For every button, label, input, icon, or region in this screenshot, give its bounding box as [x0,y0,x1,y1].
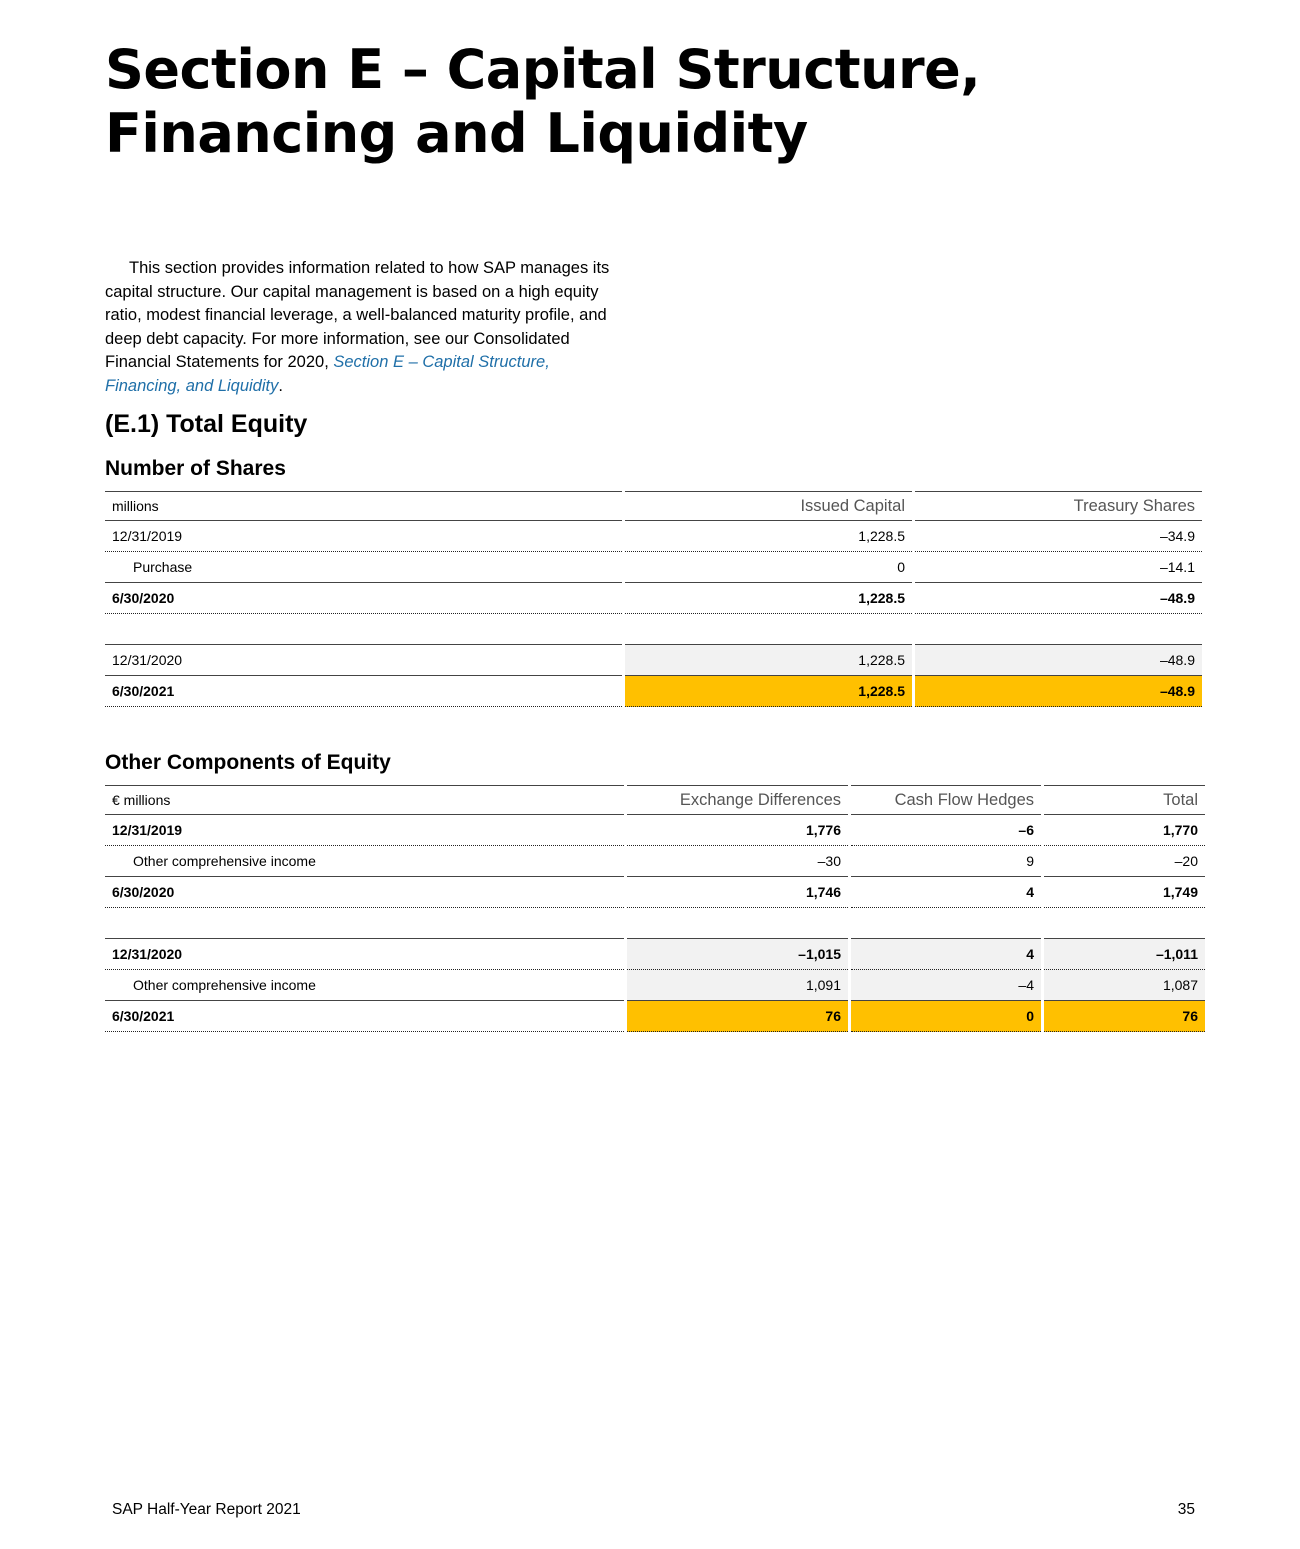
cell-value: 0 [625,552,912,583]
cell-value: 1,228.5 [625,676,912,707]
cell-value: –48.9 [915,645,1202,676]
column-header: Exchange Differences [627,785,848,815]
cell-value: –14.1 [915,552,1202,583]
footer-report-name: SAP Half-Year Report 2021 [112,1501,301,1518]
spacer-row [105,614,1202,645]
column-header: Treasury Shares [915,491,1202,521]
cell-value: 1,228.5 [625,645,912,676]
row-label: 6/30/2021 [105,1001,624,1032]
table-row [105,939,1205,970]
row-label: Purchase [105,552,622,583]
table-row [105,1001,1205,1032]
shares-table-heading: Number of Shares [105,457,286,480]
title-line-1: Section E – Capital Structure, [105,38,981,101]
row-label: 6/30/2020 [105,877,624,908]
table-row [105,645,1202,676]
cell-value: –48.9 [915,676,1202,707]
cell-value: –34.9 [915,521,1202,552]
row-label: Other comprehensive income [105,970,624,1001]
cell-value: 1,228.5 [625,521,912,552]
table-row [105,815,1205,846]
row-label: 6/30/2021 [105,676,622,707]
table-row [105,846,1205,877]
table-row [105,877,1205,908]
row-label: 6/30/2020 [105,583,622,614]
intro-end: . [278,376,283,395]
cell-value: –20 [1044,846,1205,877]
equity-table-heading: Other Components of Equity [105,751,391,774]
column-header: Cash Flow Hedges [851,785,1041,815]
cell-value: 76 [1044,1001,1205,1032]
cell-value: 1,776 [627,815,848,846]
shares-table [102,491,1205,707]
row-label: 12/31/2020 [105,645,622,676]
cell-value: –30 [627,846,848,877]
row-label: 12/31/2019 [105,815,624,846]
equity-header-row [105,785,1205,815]
shares-unit: millions [105,491,622,521]
equity-table [102,785,1208,1032]
row-label: 12/31/2020 [105,939,624,970]
cell-value: 4 [851,939,1041,970]
cell-value: 4 [851,877,1041,908]
column-header: Issued Capital [625,491,912,521]
intro-paragraph [105,257,625,398]
intro-text: This section provides information related to how SAP manages its capital structure. Our capital management is based on a high equity ratio, modest financial leverage, a well-balanced maturity profile, and deep debt capacity. For more information, see our Consolidated Financial Statements for 2020, [105,259,610,371]
section-heading: (E.1) Total Equity [105,410,308,438]
table-row [105,552,1202,583]
column-header: Total [1044,785,1205,815]
cell-value: 9 [851,846,1041,877]
footer-page-number: 35 [1177,1501,1195,1518]
cell-value: –6 [851,815,1041,846]
cell-value: 1,770 [1044,815,1205,846]
cell-value: 1,746 [627,877,848,908]
table-row [105,676,1202,707]
title-line-2: Financing and Liquidity [105,102,808,165]
cell-value: 1,087 [1044,970,1205,1001]
spacer-row [105,908,1205,939]
cell-value: 0 [851,1001,1041,1032]
section-e-link[interactable]: Section E – Capital Structure, Financing, and Liquidity [105,353,550,395]
cell-value: –48.9 [915,583,1202,614]
cell-value: 76 [627,1001,848,1032]
row-label: 12/31/2019 [105,521,622,552]
cell-value: 1,228.5 [625,583,912,614]
equity-unit: € millions [105,785,624,815]
shares-header-row [105,491,1202,521]
table-row [105,970,1205,1001]
cell-value: –4 [851,970,1041,1001]
table-row [105,521,1202,552]
cell-value: –1,011 [1044,939,1205,970]
table-row [105,583,1202,614]
page-title [105,38,1105,166]
cell-value: 1,091 [627,970,848,1001]
row-label: Other comprehensive income [105,846,624,877]
cell-value: 1,749 [1044,877,1205,908]
cell-value: –1,015 [627,939,848,970]
